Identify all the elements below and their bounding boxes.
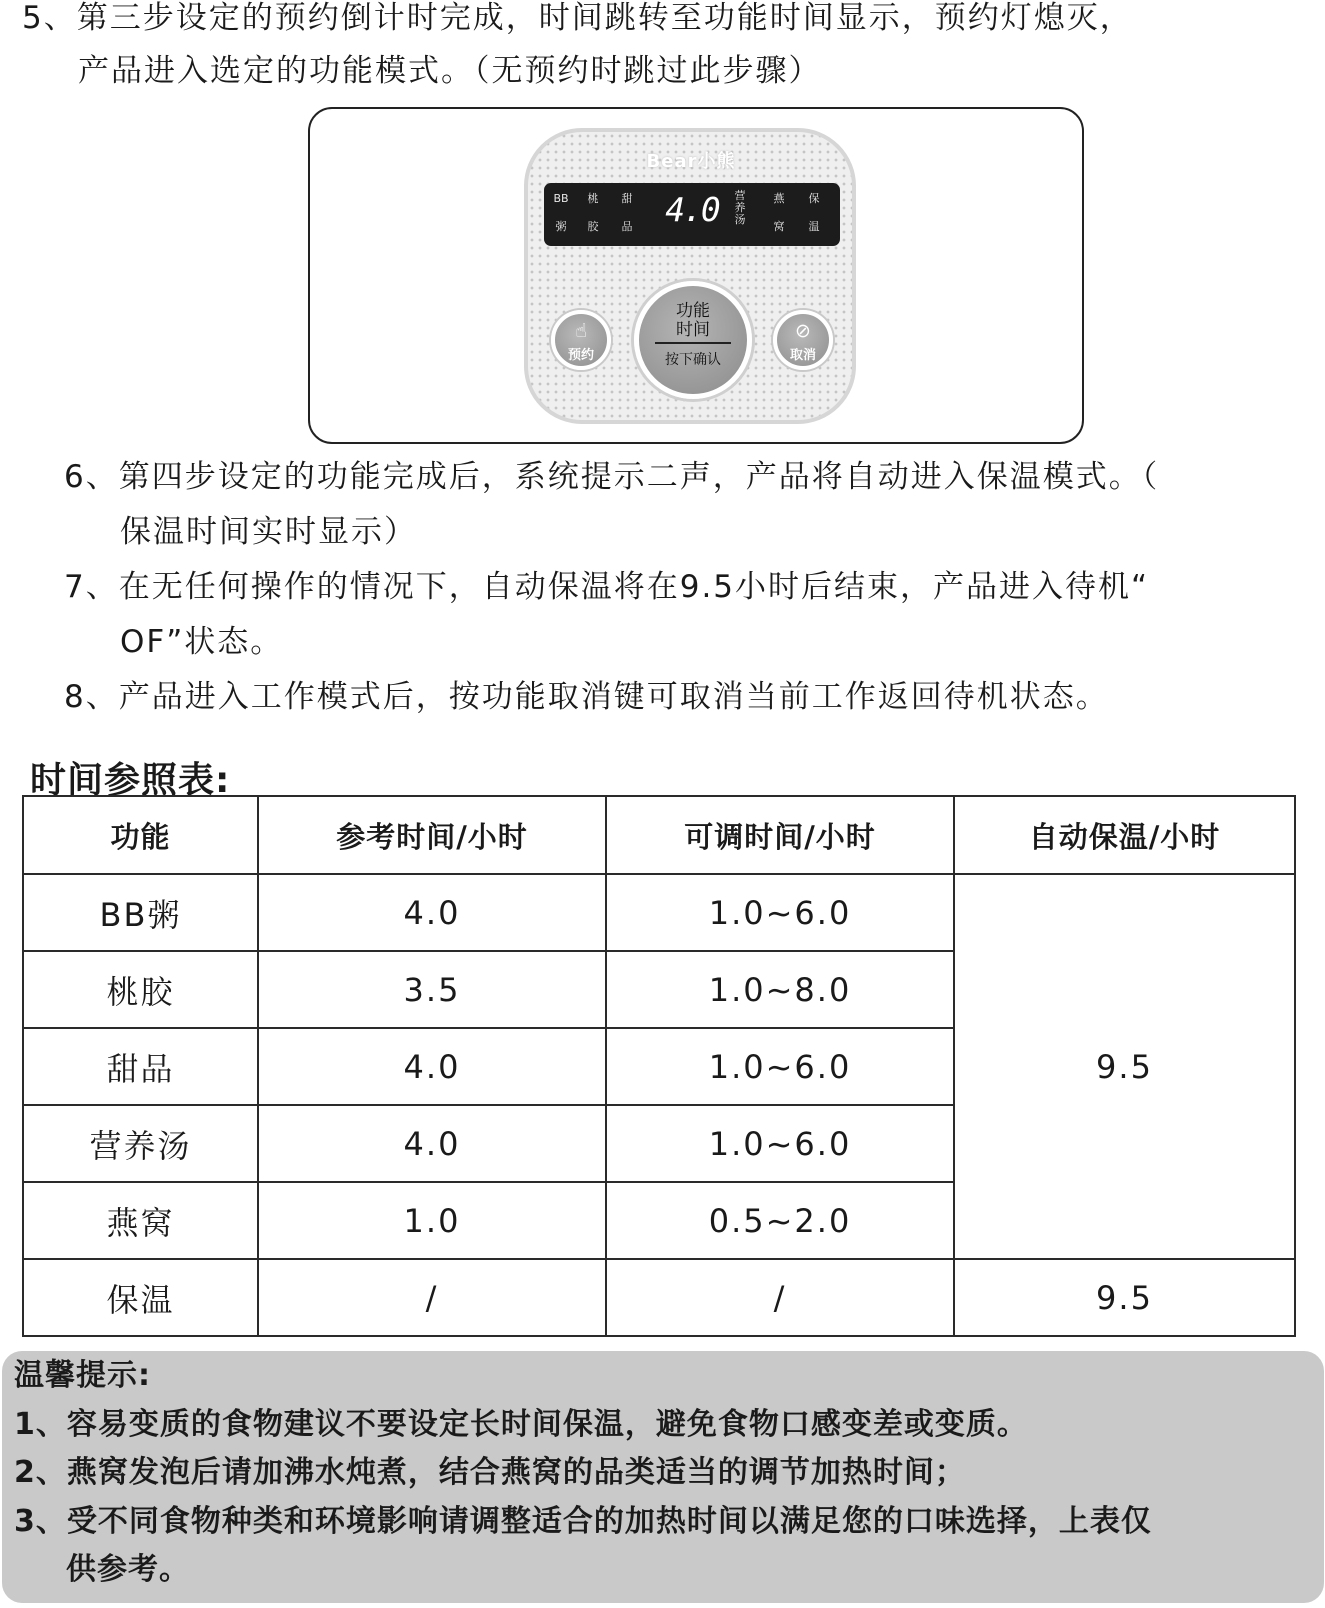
knob-confirm-label: 按下确认 (665, 352, 721, 368)
tip-item: 1、容易变质的食物建议不要设定长时间保温，避免食物口感变差或变质。 (14, 1407, 1028, 1442)
cell-function: BB粥 (23, 874, 258, 951)
cell-reference-time: 3.5 (258, 951, 606, 1028)
knob-label (639, 302, 747, 340)
display-label-wo: 窝 (773, 220, 785, 233)
display-label-pin: 品 (621, 220, 633, 233)
table-header-row (23, 796, 1295, 874)
step5-line1: 5、第三步设定的预约倒计时完成，时间跳转至功能时间显示，预约灯熄灭， (22, 0, 1133, 36)
cancel-button-label: 取消 (789, 348, 816, 363)
header-adjustable-time: 可调时间/小时 (606, 796, 954, 874)
function-time-knob[interactable] (634, 281, 752, 399)
cell-function: 燕窝 (23, 1182, 258, 1259)
display-label-bb: BB (553, 192, 569, 205)
cell-adjustable-time: / (606, 1259, 954, 1336)
hand-pointer-icon: ☝ (575, 320, 587, 342)
step7-line1: 7、在无任何操作的情况下，自动保温将在9.5小时后结束，产品进入待机“ (64, 569, 1150, 605)
display-label-yan: 燕 (773, 192, 785, 205)
header-function: 功能 (23, 796, 258, 874)
display-label-zhou: 粥 (555, 220, 567, 233)
display-label-wen: 温 (808, 220, 820, 233)
cell-function: 保温 (23, 1259, 258, 1336)
display-label-tian: 甜 (621, 192, 633, 205)
cell-reference-time: 4.0 (258, 1028, 606, 1105)
tip-item: 供参考。 (66, 1552, 190, 1587)
cell-function: 桃胶 (23, 951, 258, 1028)
step8-line1: 8、产品进入工作模式后，按功能取消键可取消当前工作返回待机状态。 (64, 679, 1109, 715)
table-row (23, 874, 1295, 951)
cell-adjustable-time: 1.0~8.0 (606, 951, 954, 1028)
tip-item: 2、燕窝发泡后请加沸水炖煮，结合燕窝的品类适当的调节加热时间； (14, 1455, 966, 1490)
display-label-soup: 营养汤 (734, 189, 746, 226)
knob-label-line2: 时间 (676, 320, 710, 340)
cell-adjustable-time: 1.0~6.0 (606, 874, 954, 951)
display-label-jiao: 胶 (587, 220, 599, 233)
time-reference-table (22, 795, 1296, 1337)
cell-adjustable-time: 0.5~2.0 (606, 1182, 954, 1259)
tips-title: 温馨提示: (14, 1358, 151, 1393)
step7-line2: OF”状态。 (120, 624, 284, 660)
cell-reference-time: 1.0 (258, 1182, 606, 1259)
display-value: 4.0 (665, 190, 719, 229)
display-label-tao: 桃 (587, 192, 599, 205)
cell-keep-warm: 9.5 (954, 1259, 1295, 1336)
brand-logo: Bear小熊 (646, 151, 736, 172)
step6-line1: 6、第四步设定的功能完成后，系统提示二声，产品将自动进入保温模式。（ (64, 459, 1160, 495)
cell-reference-time: 4.0 (258, 1105, 606, 1182)
cancel-button[interactable] (773, 310, 833, 370)
cell-adjustable-time: 1.0~6.0 (606, 1028, 954, 1105)
step6-line2: 保温时间实时显示） (120, 514, 417, 550)
cell-function: 营养汤 (23, 1105, 258, 1182)
cell-reference-time: / (258, 1259, 606, 1336)
prohibit-icon: ⊘ (795, 320, 811, 342)
cell-function: 甜品 (23, 1028, 258, 1105)
header-reference-time: 参考时间/小时 (258, 796, 606, 874)
table-row (23, 1259, 1295, 1336)
reserve-button[interactable] (551, 310, 611, 370)
step5-line2: 产品进入选定的功能模式。（无预约时跳过此步骤） (78, 53, 822, 89)
reserve-button-label: 预约 (567, 348, 594, 363)
cell-adjustable-time: 1.0~6.0 (606, 1105, 954, 1182)
knob-divider (655, 342, 731, 344)
display-label-bao: 保 (808, 192, 820, 205)
tip-item: 3、受不同食物种类和环境影响请调整适合的加热时间以满足您的口味选择，上表仅 (14, 1504, 1152, 1539)
knob-label-line1: 功能 (676, 301, 710, 321)
cell-keep-warm-merged: 9.5 (954, 874, 1295, 1259)
header-keep-warm: 自动保温/小时 (954, 796, 1295, 874)
cell-reference-time: 4.0 (258, 874, 606, 951)
table-title: 时间参照表: (30, 760, 231, 801)
